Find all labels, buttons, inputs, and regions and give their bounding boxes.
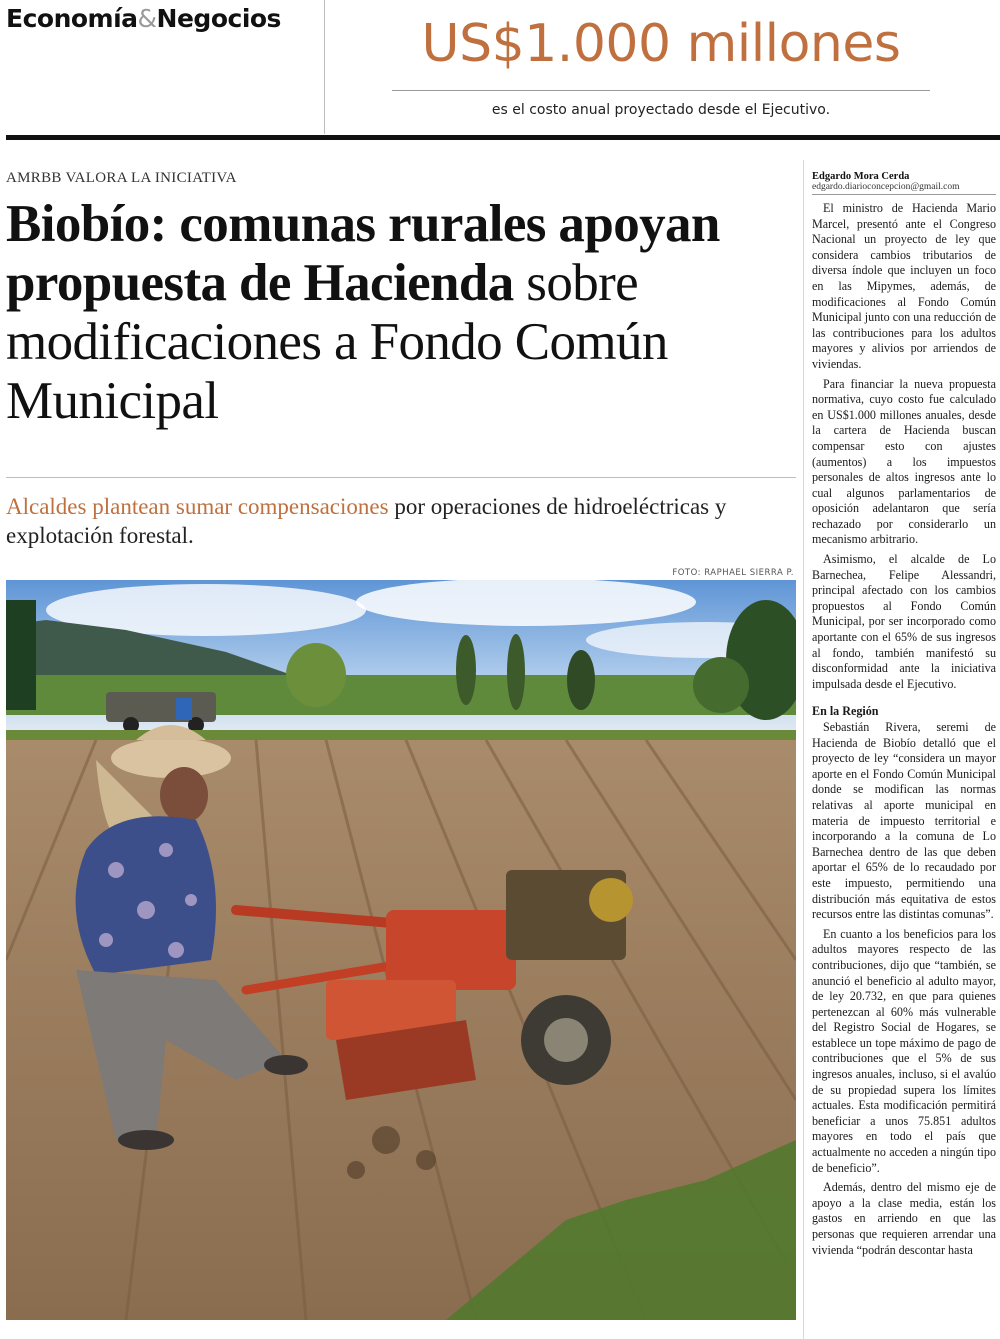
figure-rule bbox=[392, 90, 930, 91]
byline-name: Edgardo Mora Cerda bbox=[812, 171, 910, 182]
figure-caption: es el costo anual proyectado desde el Ejecutivo. bbox=[491, 102, 831, 118]
kicker: AMRBB VALORA LA INICIATIVA bbox=[6, 170, 237, 186]
byline-rule bbox=[812, 194, 996, 195]
headline-bold: Biobío: comunas rurales apoyan propuesta de Hacienda bbox=[6, 195, 720, 312]
byline-email: edgardo.diarioconcepcion@gmail.com bbox=[812, 182, 960, 192]
article-paragraph: Además, dentro del mismo eje de apoyo a la clase media, están los gastos en arriendo en que las personas que requieren arrendar una vivienda “podrán descontar hasta bbox=[812, 1180, 996, 1257]
header-rule bbox=[6, 135, 1000, 140]
highlight-figure: US$1.000 millones bbox=[421, 14, 901, 74]
article-subhead: En la Región bbox=[812, 704, 879, 719]
headline bbox=[6, 195, 806, 431]
deck bbox=[6, 492, 796, 550]
section-label-amp: & bbox=[137, 4, 157, 33]
section-label bbox=[6, 4, 281, 33]
section-label-part1: Economía bbox=[6, 4, 138, 33]
headline-regular: sobre modificaciones a Fondo Común Municipal bbox=[6, 254, 668, 430]
article-paragraph: Sebastián Rivera, seremi de Hacienda de Biobío detalló que el proyecto de ley “considera un mayor aporte en el Fondo Común Municipal donde se modifican las normas relativas al aporte municipal en materia de impuesto territorial e incorporando a la comuna de Lo Barnechea dentro de las que deben aportar el 65% de lo recaudado por este impuesto, permitiendo una distribución más equitativa de estos recursos entre las distintas comunas”. bbox=[812, 720, 996, 922]
header-divider bbox=[324, 0, 325, 134]
article-paragraph: Para financiar la nueva propuesta normativa, cuyo costo fue calculado en US$1.000 millones anuales, desde la cartera de Hacienda buscan compensar esto con ajustes (aumentos) a los impuestos personales de altos ingresos ante lo cual algunos parlamentarios de oposición adelantaron que sería rechazado por considerarlo un mecanismo arbitrario. bbox=[812, 376, 996, 547]
deck-highlight: Alcaldes plantean sumar compensaciones bbox=[6, 494, 389, 519]
section-label-part2: Negocios bbox=[156, 4, 281, 33]
article-body bbox=[812, 201, 996, 1262]
article-photo bbox=[6, 580, 796, 1320]
photo-credit: FOTO: RAPHAEL SIERRA P. bbox=[672, 568, 794, 578]
column-divider bbox=[803, 160, 804, 1339]
article-paragraph: El ministro de Hacienda Mario Marcel, presentó ante el Congreso Nacional un proyecto de ley que considera cambios tributarios de diversa índole que incluyen un foco en las Mipymes, además, de modificaciones al Fondo Común Municipal junto con una reducción de las contribuciones para los adultos mayores y alivios por arriendos de viviendas. bbox=[812, 201, 996, 371]
article-paragraph: En cuanto a los beneficios para los adultos mayores respecto de las contribuciones, dijo que “también, se anunció el beneficio al adulto mayor, de ley 20.732, en que para quienes pertenezcan al 60% más vulnerable del Registro Social de Hogares, se establece un tope máximo de pago de contribuciones que el 5% de sus ingresos anuales, incluso, si el avalúo de su propiedad supera los límites actuales. Esta modificación permitirá beneficiar a unos 75.851 adultos mayores en todo el país que actualmente no acceden a ningún tipo de beneficio”. bbox=[812, 926, 996, 1175]
headline-rule bbox=[6, 477, 796, 478]
deck-rest: por operaciones de hidroeléctricas y explotación forestal. bbox=[6, 494, 727, 548]
article-paragraph: Asimismo, el alcalde de Lo Barnechea, Felipe Alessandri, principal afectado con los cambios propuestos al Fondo Común Municipal, por ser incorporado como aportante con el 65% de sus ingresos al fondo, también manifestó su disconformidad ante la iniciativa impulsada desde el Ejecutivo. bbox=[812, 552, 996, 691]
